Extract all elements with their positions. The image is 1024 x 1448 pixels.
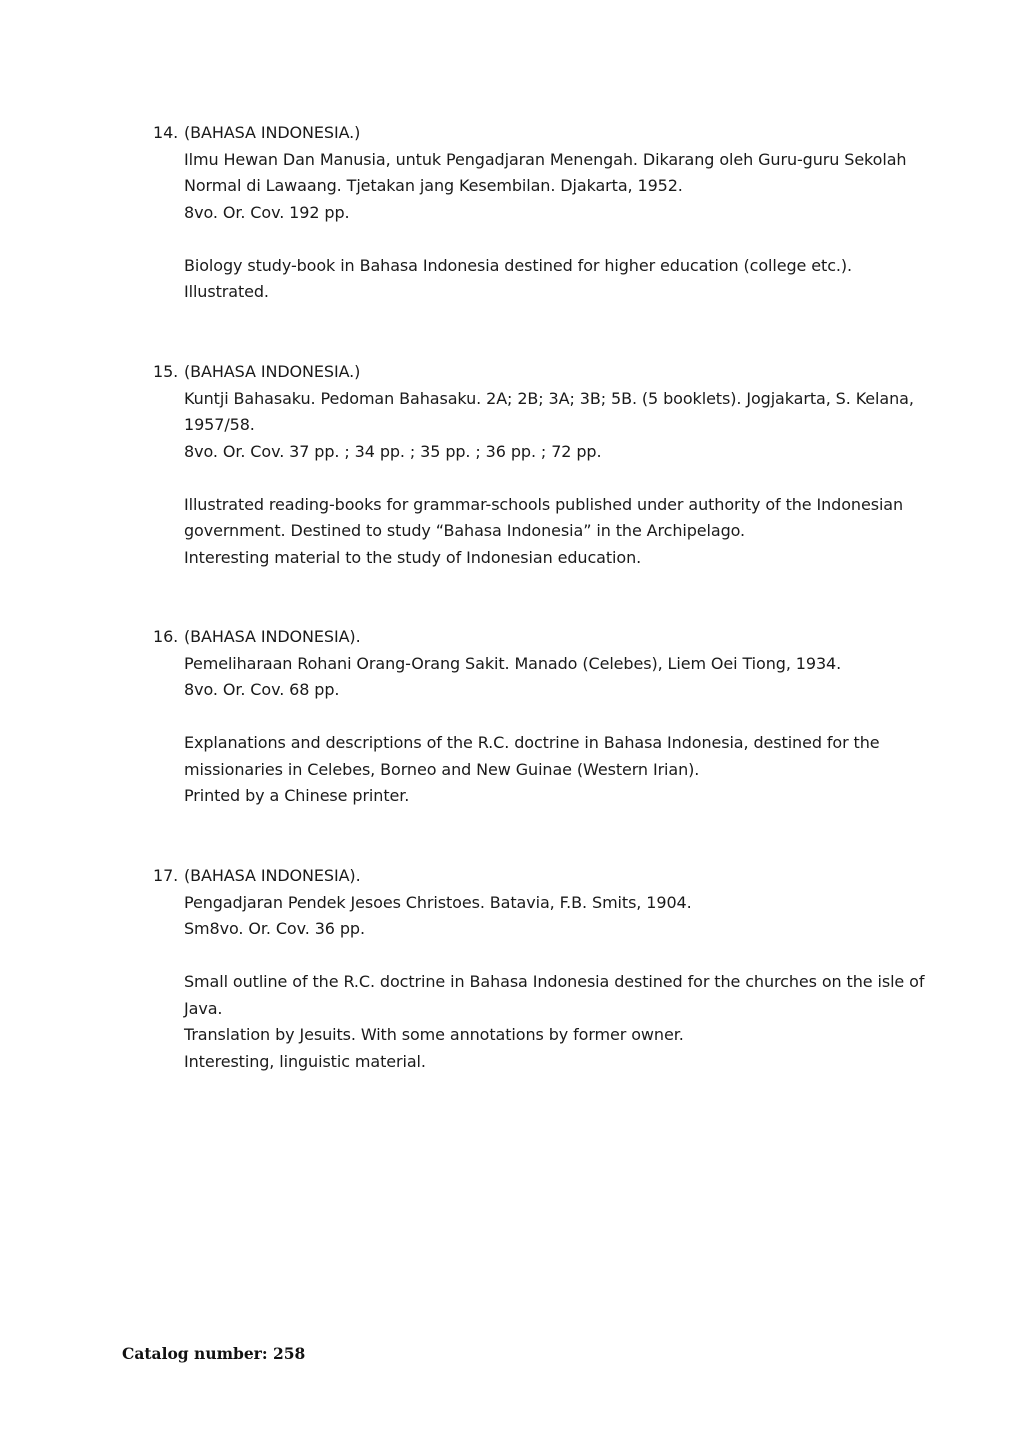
entry-number: 14. (153, 123, 179, 142)
entry-description-line: Translation by Jesuits. With some annotations by former owner. (184, 1025, 684, 1044)
entry-description-line: Printed by a Chinese printer. (184, 786, 410, 805)
entry-description-line: government. Destined to study “Bahasa Indonesia” in the Archipelago. (184, 521, 746, 540)
entry-description-line: Illustrated reading-books for grammar-schools published under authority of the Indonesian (184, 494, 904, 514)
entry-description-line: missionaries in Celebes, Borneo and New Guinae (Western Irian). (184, 759, 700, 779)
entry-description-line: Interesting, linguistic material. (184, 1051, 426, 1071)
entry-number: 17. (153, 866, 179, 885)
entry-citation-line: Normal di Lawaang. Tjetakan jang Kesembilan. Djakarta, 1952. (184, 176, 683, 195)
entry-citation-line: 1957/58. (184, 415, 255, 434)
entry-description-line: Illustrated. (184, 282, 269, 301)
entry-citation-line: Kuntji Bahasaku. Pedoman Bahasaku. 2A; 2B; 3A; 3B; 5B. (5 booklets). Jogjakarta, S. Kelana, (184, 388, 914, 408)
catalog-number-footer: Catalog number: 258 (122, 1344, 306, 1363)
entry-heading: (BAHASA INDONESIA). (184, 866, 361, 885)
entry-number: 15. (153, 362, 179, 381)
entry-description-line: Biology study-book in Bahasa Indonesia destined for higher education (college etc.). (184, 255, 853, 275)
entry-description-line: Java. (184, 998, 223, 1018)
entry-description-line: Interesting material to the study of Indonesian education. (184, 547, 642, 567)
entry-citation-line: 8vo. Or. Cov. 37 pp. ; 34 pp. ; 35 pp. ; 36 pp. ; 72 pp. (184, 441, 602, 461)
entry-citation-line: Ilmu Hewan Dan Manusia, untuk Pengadjaran Menengah. Dikarang oleh Guru-guru Sekolah (184, 149, 907, 169)
entry-citation-line: Pengadjaran Pendek Jesoes Christoes. Batavia, F.B. Smits, 1904. (184, 892, 692, 912)
entry-citation-line: 8vo. Or. Cov. 192 pp. (184, 202, 350, 222)
entry-citation-line: Sm8vo. Or. Cov. 36 pp. (184, 919, 365, 938)
entry-number: 16. (153, 627, 179, 646)
entry-citation-line: Pemeliharaan Rohani Orang-Orang Sakit. Manado (Celebes), Liem Oei Tiong, 1934. (184, 653, 842, 673)
entry-citation-line: 8vo. Or. Cov. 68 pp. (184, 680, 340, 699)
entry-heading: (BAHASA INDONESIA.) (184, 123, 361, 142)
entry-description-line: Explanations and descriptions of the R.C. doctrine in Bahasa Indonesia, destined for the (184, 733, 880, 752)
entry-description-line: Small outline of the R.C. doctrine in Bahasa Indonesia destined for the churches on the isle of (184, 972, 925, 991)
entry-heading: (BAHASA INDONESIA). (184, 627, 361, 646)
entry-heading: (BAHASA INDONESIA.) (184, 362, 361, 381)
